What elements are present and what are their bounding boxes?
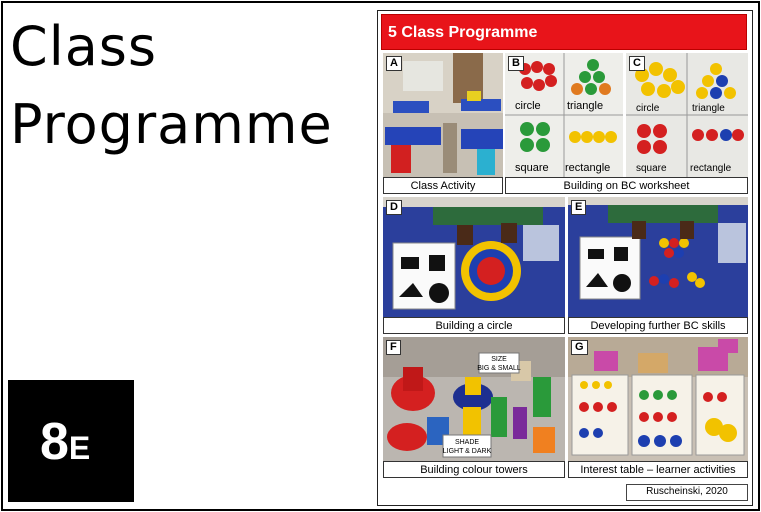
caption-colour-towers: Building colour towers	[383, 461, 565, 478]
photo-d-building-circle	[383, 197, 565, 317]
label-rectangle-b: rectangle	[565, 162, 611, 174]
label-triangle-c: triangle	[692, 103, 725, 114]
slide-title	[10, 8, 333, 164]
sign-size-line1: SIZE	[491, 356, 507, 363]
photo-a-class-activity	[383, 53, 503, 177]
colour-towers-photo	[383, 337, 565, 461]
label-circle-b: circle	[515, 100, 541, 112]
circle-build-photo	[383, 197, 565, 317]
worksheet-photo-2	[626, 53, 748, 177]
photo-f-colour-towers	[383, 337, 565, 461]
photo-c-worksheet	[626, 53, 748, 177]
photo-e-bc-skills	[568, 197, 748, 317]
photo-a-letter: A	[386, 56, 402, 71]
label-circle-c: circle	[636, 103, 660, 114]
caption-building-circle: Building a circle	[383, 317, 565, 334]
title-line-1: Class	[10, 15, 158, 78]
caption-class-activity: Class Activity	[383, 177, 503, 194]
title-line-2: Programme	[10, 93, 333, 156]
photo-b-letter: B	[508, 56, 524, 71]
caption-bc-skills: Developing further BC skills	[568, 317, 748, 334]
badge-letter: E	[68, 430, 91, 466]
interest-table-photo	[568, 337, 748, 461]
classroom-photo	[383, 53, 503, 177]
badge-label	[40, 412, 90, 478]
photo-e-letter: E	[571, 200, 586, 215]
photo-b-worksheet	[505, 53, 623, 177]
caption-bc-worksheet: Building on BC worksheet	[505, 177, 748, 194]
bc-skills-photo	[568, 197, 748, 317]
photo-g-letter: G	[571, 340, 588, 355]
sign-shade-line2: LIGHT & DARK	[442, 448, 492, 455]
photo-d-letter: D	[386, 200, 402, 215]
class-programme-panel	[377, 10, 753, 506]
label-square-c: square	[636, 163, 667, 174]
sign-size-line2: BIG & SMALL	[477, 365, 521, 372]
sign-shade-line1: SHADE	[454, 439, 480, 446]
photo-g-interest-table	[568, 337, 748, 461]
badge-number: 8	[40, 413, 69, 471]
panel-header: 5 Class Programme	[381, 14, 747, 50]
slide-number-badge	[8, 380, 134, 502]
label-triangle-b: triangle	[567, 100, 604, 112]
photo-c-letter: C	[629, 56, 645, 71]
label-square-b: square	[515, 162, 549, 174]
caption-interest-table: Interest table – learner activities	[568, 461, 748, 478]
worksheet-photo	[505, 53, 623, 177]
photo-credit: Ruscheinski, 2020	[626, 484, 748, 501]
photo-f-letter: F	[386, 340, 401, 355]
label-rectangle-c: rectangle	[690, 163, 732, 174]
